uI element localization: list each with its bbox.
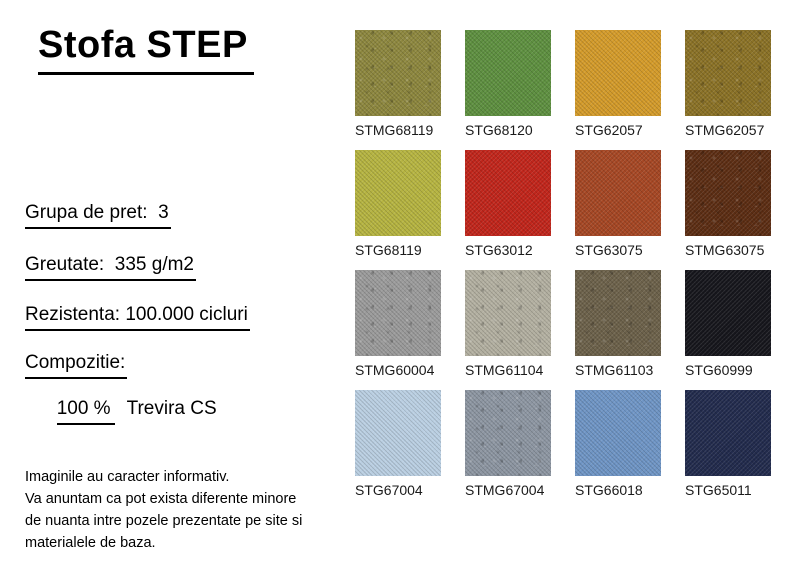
fabric-code: STG62057 <box>575 122 643 138</box>
fabric-code: STG68119 <box>355 242 422 258</box>
fabric-swatch-stg62057 <box>575 30 661 116</box>
fabric-swatch-stmg61103 <box>575 270 661 356</box>
fabric-code: STG60999 <box>685 362 753 378</box>
spec-composition-label: Compozitie: <box>25 352 127 379</box>
spec-price-group: Grupa de pret: 3 <box>25 202 171 229</box>
swatch-cell <box>575 270 661 378</box>
fabric-code: STG66018 <box>575 482 643 498</box>
fabric-swatch-stmg62057 <box>685 30 771 116</box>
disclaimer-line: de nuanta intre pozele prezentate pe site si <box>25 513 303 529</box>
swatch-grid <box>355 30 771 498</box>
disclaimer <box>25 466 302 554</box>
spec-composition-percent: 100 % <box>57 398 115 425</box>
swatch-cell <box>685 390 771 498</box>
fabric-code: STG65011 <box>685 482 752 498</box>
swatch-cell <box>575 390 661 498</box>
fabric-swatch-stg67004 <box>355 390 441 476</box>
fabric-code: STG68120 <box>465 122 533 138</box>
swatch-cell <box>685 270 771 378</box>
fabric-code: STMG61103 <box>575 362 654 378</box>
fabric-code: STMG62057 <box>685 122 765 138</box>
swatch-cell <box>465 30 551 138</box>
fabric-swatch-stmg61104 <box>465 270 551 356</box>
fabric-swatch-stmg63075 <box>685 150 771 236</box>
fabric-code: STMG63075 <box>685 242 765 258</box>
fabric-code: STMG67004 <box>465 482 545 498</box>
fabric-swatch-stg60999 <box>685 270 771 356</box>
swatch-cell <box>465 150 551 258</box>
fabric-swatch-stg68119 <box>355 150 441 236</box>
fabric-code: STG63075 <box>575 242 643 258</box>
fabric-swatch-stmg68119 <box>355 30 441 116</box>
fabric-swatch-stg63075 <box>575 150 661 236</box>
fabric-code: STMG60004 <box>355 362 435 378</box>
page-title: Stofa STEP <box>38 24 254 75</box>
fabric-swatch-stmg60004 <box>355 270 441 356</box>
swatch-cell <box>355 30 441 138</box>
swatch-cell <box>685 30 771 138</box>
swatch-cell <box>575 30 661 138</box>
swatch-cell <box>355 270 441 378</box>
fabric-swatch-stg68120 <box>465 30 551 116</box>
swatch-cell <box>465 390 551 498</box>
fabric-code: STG63012 <box>465 242 533 258</box>
swatch-cell <box>465 270 551 378</box>
fabric-swatch-stmg67004 <box>465 390 551 476</box>
swatch-cell <box>685 150 771 258</box>
spec-composition-value <box>25 376 217 447</box>
disclaimer-line: Imaginile au caracter informativ. <box>25 469 230 485</box>
disclaimer-line: materialele de baza. <box>25 535 156 551</box>
swatch-cell <box>355 150 441 258</box>
disclaimer-line: Va anuntam ca pot exista diferente minore <box>25 491 297 507</box>
fabric-code: STG67004 <box>355 482 423 498</box>
swatch-cell <box>575 150 661 258</box>
spec-resistance: Rezistenta: 100.000 cicluri <box>25 304 250 331</box>
fabric-swatch-stg66018 <box>575 390 661 476</box>
fabric-swatch-stg65011 <box>685 390 771 476</box>
spec-weight: Greutate: 335 g/m2 <box>25 254 196 281</box>
spec-composition-material: Trevira CS <box>126 398 217 419</box>
swatch-cell <box>355 390 441 498</box>
fabric-code: STMG61104 <box>465 362 544 378</box>
fabric-code: STMG68119 <box>355 122 434 138</box>
fabric-swatch-stg63012 <box>465 150 551 236</box>
